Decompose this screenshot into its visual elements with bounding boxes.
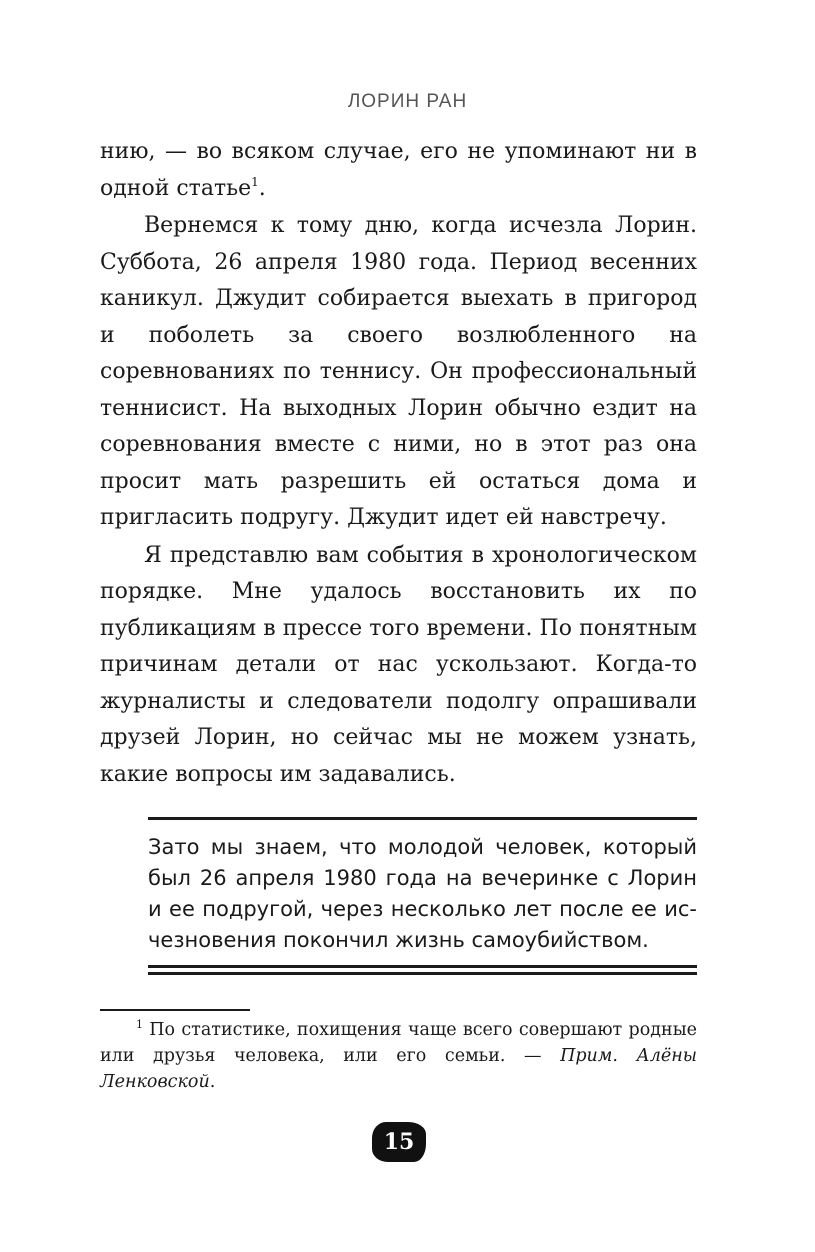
paragraph-3: Я представлю вам события в хронологическом порядке. Мне удалось восстановить их по публикациям в прессе того времени. По понятным причинам детали от нас ускользают. Когда-то журналисты и следователи подолгу опрашивали друзей Лорин, но сейчас мы не можем узнать, какие вопросы им задавались. bbox=[100, 542, 697, 787]
footnote-reference[interactable]: 1 bbox=[251, 174, 259, 189]
footnote-end: . bbox=[209, 1072, 216, 1092]
main-text bbox=[100, 134, 697, 793]
paragraph-1-end: . bbox=[258, 175, 266, 201]
footnote-text: По статистике, похищения чаще всего совершают родные или друзья человека, или его семьи. — bbox=[100, 1020, 697, 1066]
footnote-attribution: Прим. Алёны Ленковской bbox=[100, 1046, 697, 1092]
callout-top-rule bbox=[148, 817, 697, 820]
running-header: ЛОРИН РАН bbox=[347, 91, 468, 112]
footnote bbox=[100, 1017, 697, 1095]
page-number: 15 bbox=[372, 1122, 426, 1162]
callout-text: Зато мы знаем, что молодой человек, который был 26 апреля 1980 года на вечеринке с Лорин и ее подругой, через несколько лет после ее исчезновения покончил жизнь самоубийством. bbox=[148, 835, 697, 952]
paragraph-1 bbox=[100, 134, 697, 207]
paragraph-2: Вернемся к тому дню, когда исчезла Лорин. Суббота, 26 апреля 1980 года. Период весенних каникул. Джудит собирается выехать в пригород и поболеть за своего возлюбленного на соревнованиях по теннису. Он профессиональный теннисист. На выходных Лорин обычно ездит на соревнования вместе с ними, но в этот раз она просит мать разрешить ей остаться дома и пригласить подругу. Джудит идет ей навстречу. bbox=[100, 213, 697, 530]
callout-bottom-rule-1 bbox=[148, 965, 697, 968]
paragraph-1-text: нию, — во всяком случае, его не упоминают ни в одной статье bbox=[100, 139, 697, 201]
footnote-separator bbox=[100, 1009, 250, 1011]
callout-bottom-rule-2 bbox=[148, 972, 697, 975]
footnote-marker: 1 bbox=[136, 1018, 143, 1031]
